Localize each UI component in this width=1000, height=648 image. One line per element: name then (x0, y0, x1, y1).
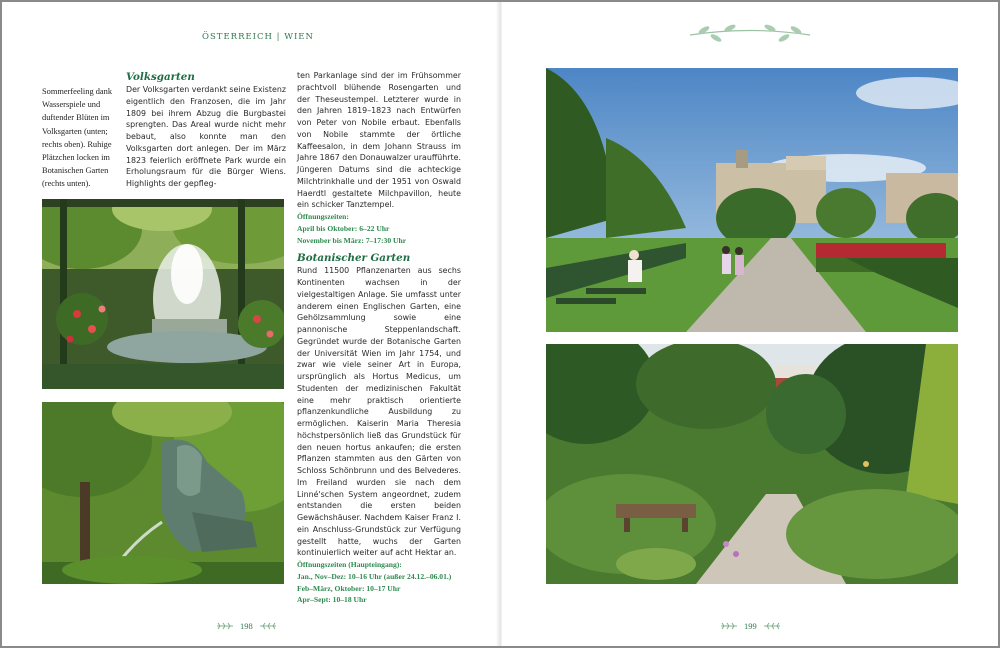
botanischer-garten-hours-line: Apr–Sept: 10–18 Uhr (297, 595, 367, 605)
text-column-2 (297, 70, 461, 606)
volksgarten-hours-line: November bis März: 7–17:30 Uhr (297, 235, 407, 245)
leaf-ornament-icon (720, 622, 738, 630)
volksgarten-body-1: Der Volksgarten verdankt seine Existenz eigentlich den Franzosen, die im Jahr 1809 bei ihrem Abzug die Burgbastei sprengten. Das Areal wurde nicht mehr bebaut, also konnte man den Volksgarten dort anlegen. Der im März 1823 feierlich eröffnete Park wurde ein Erholungsraum für die Bürger Wiens. Highlights der gepfleg- (126, 85, 286, 188)
left-page (2, 2, 498, 646)
right-page (502, 2, 998, 646)
botanischer-garten-hours-line: Feb–März, Oktober: 10–17 Uhr (297, 583, 401, 593)
page-number: 198 (240, 621, 253, 631)
folio-right (720, 621, 781, 631)
leaf-ornament-icon (763, 622, 781, 630)
photo-caption: Sommerfeeling dank Wasserspiele und duftender Blüten im Volksgarten (unten; rechts oben). Ruhige Plätzchen locken im Botanischen Garten (rechts unten). (42, 87, 113, 189)
fountain-photo (42, 199, 284, 389)
volksgarten-heading: Volksgarten (126, 71, 195, 83)
leaf-ornament-icon (216, 622, 234, 630)
park-photo (546, 68, 958, 332)
botanical-garden-photo (546, 344, 958, 584)
statue-photo (42, 402, 284, 584)
vine-ornament-icon (686, 24, 814, 50)
botanischer-garten-body: Rund 11500 Pflanzenarten aus sechs Kontinenten wachsen in der vielgestaltigen Anlage. Sie umfasst unter anderem einen Englischen Garten, eine Gehölzsammlung sowie eine pannonische Steppenlandschaft. Gegründet wurde der Botanische Garten der Universität Wien im Jahr 1754, und zwar wie viele seiner Art in Europa, ursprünglich als Hortus Medicus, um Studenten der medizinischen Fakultät eine mehr praktisch orientierte pflanzenkundliche Ausbildung zu ermöglichen. Kaiserin Maria Theresia höchstpersönlich ließ das Grundstück für den neuen hortus ankaufen; die ersten Pflanzen stammten aus den Gärten von Schloss Schönbrunn und des Belvederes. Im Freiland wurden sie nach dem Linné'schen System angeordnet, zudem entstanden die ersten beiden Gewächshäuser. Nachdem Kaiser Franz I. ein Anschluss-Grundstück zur Verfügung gestellt hatte, wuchs der Garten kontinuierlich weiter auf acht Hektar an. (297, 266, 461, 558)
botanischer-garten-hours-line: Jan., Nov–Dez: 10–16 Uhr (außer 24.12.–06.01.) (297, 571, 452, 581)
page-number: 199 (744, 621, 757, 631)
botanischer-garten-heading: Botanischer Garten (297, 252, 411, 265)
botanischer-garten-hours-label: Öffnungszeiten (Haupteingang): (297, 560, 402, 569)
folio-left (216, 621, 277, 631)
leaf-ornament-icon (259, 622, 277, 630)
volksgarten-hours-label: Öffnungszeiten: (297, 212, 349, 221)
volksgarten-body-2: ten Parkanlage sind der im Frühsommer prachtvoll blühende Rosengarten und der Theseustempel. Letzterer wurde in den Jahren 1819–1823 nach Entwürfen von Peter von Nobile erbaut. Ebenfalls von Nobile stammte der örtliche Kaffeesalon, in dem Johann Strauss im Jahre 1867 den Donauwalzer uraufführte. Jüngeren Datums sind die achteckige Milchtrinkhalle und der 1951 von Oswald Haerdtl gestaltete Milchpavillon, heute ein schicker Tanztempel. (297, 71, 461, 210)
running-head: ÖSTERREICH | WIEN (202, 32, 314, 42)
text-column-1 (126, 70, 286, 190)
volksgarten-hours-line: April bis Oktober: 6–22 Uhr (297, 223, 390, 233)
